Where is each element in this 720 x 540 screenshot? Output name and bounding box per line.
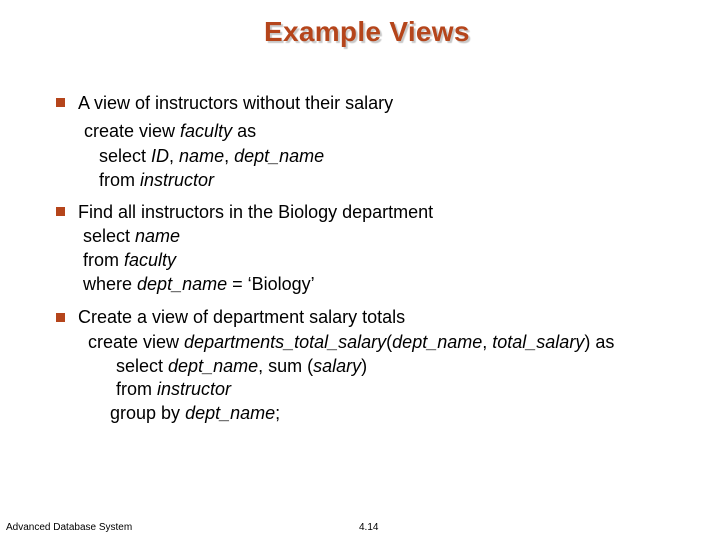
sql-keyword: ) as — [584, 332, 615, 352]
code-line — [110, 402, 280, 424]
code-line — [83, 225, 180, 247]
sql-keyword: from — [116, 379, 158, 399]
sql-identifier: dept_name — [137, 274, 228, 294]
sql-keyword: group by — [110, 403, 186, 423]
sql-keyword: select — [116, 356, 169, 376]
sql-keyword: where — [83, 274, 138, 294]
sql-keyword: select — [99, 146, 152, 166]
sql-identifier: total_salary — [492, 332, 585, 352]
sql-paren: ) — [361, 356, 368, 376]
bullet-heading: A view of instructors without their salary — [78, 93, 394, 113]
code-line — [83, 273, 315, 295]
sql-identifier: dept_name — [392, 332, 483, 352]
sql-identifier: instructor — [157, 379, 232, 399]
code-line — [116, 378, 231, 400]
sql-literal: = ‘Biology’ — [227, 274, 315, 294]
sql-separator: , — [482, 332, 493, 352]
sql-identifier: faculty — [124, 250, 177, 270]
code-line — [99, 145, 324, 167]
square-bullet-icon — [56, 98, 65, 107]
sql-terminator: ; — [275, 403, 281, 423]
sql-keyword: from — [99, 170, 141, 190]
code-line — [83, 249, 176, 271]
sql-identifier: faculty — [180, 121, 233, 141]
sql-identifier: instructor — [140, 170, 215, 190]
sql-identifier: name — [135, 226, 181, 246]
sql-identifier: ID — [151, 146, 170, 166]
sql-identifier: dept_name — [168, 356, 259, 376]
code-line — [84, 120, 256, 142]
sql-separator: , — [169, 146, 180, 166]
sql-keyword: create view — [84, 121, 181, 141]
footer-page-number: 4.14 — [359, 522, 379, 533]
sql-identifier: dept_name — [234, 146, 325, 166]
sql-keyword: as — [232, 121, 257, 141]
sql-identifier: departments_total_salary — [184, 332, 387, 352]
code-line — [116, 355, 367, 377]
sql-identifier: name — [179, 146, 225, 166]
code-line — [99, 169, 214, 191]
code-line — [88, 331, 614, 353]
square-bullet-icon — [56, 313, 65, 322]
sql-identifier: dept_name — [185, 403, 276, 423]
sql-keyword: , sum ( — [258, 356, 314, 376]
sql-keyword: create view — [88, 332, 185, 352]
sql-keyword: from — [83, 250, 125, 270]
slide-title: Example Views — [264, 16, 470, 47]
bullet-heading: Create a view of department salary totals — [78, 307, 406, 327]
square-bullet-icon — [56, 207, 65, 216]
sql-separator: , — [224, 146, 235, 166]
bullet-heading: Find all instructors in the Biology department — [78, 202, 434, 222]
footer-course-name: Advanced Database System — [6, 522, 133, 533]
sql-keyword: select — [83, 226, 136, 246]
sql-paren: ( — [386, 332, 393, 352]
sql-identifier: salary — [313, 356, 362, 376]
